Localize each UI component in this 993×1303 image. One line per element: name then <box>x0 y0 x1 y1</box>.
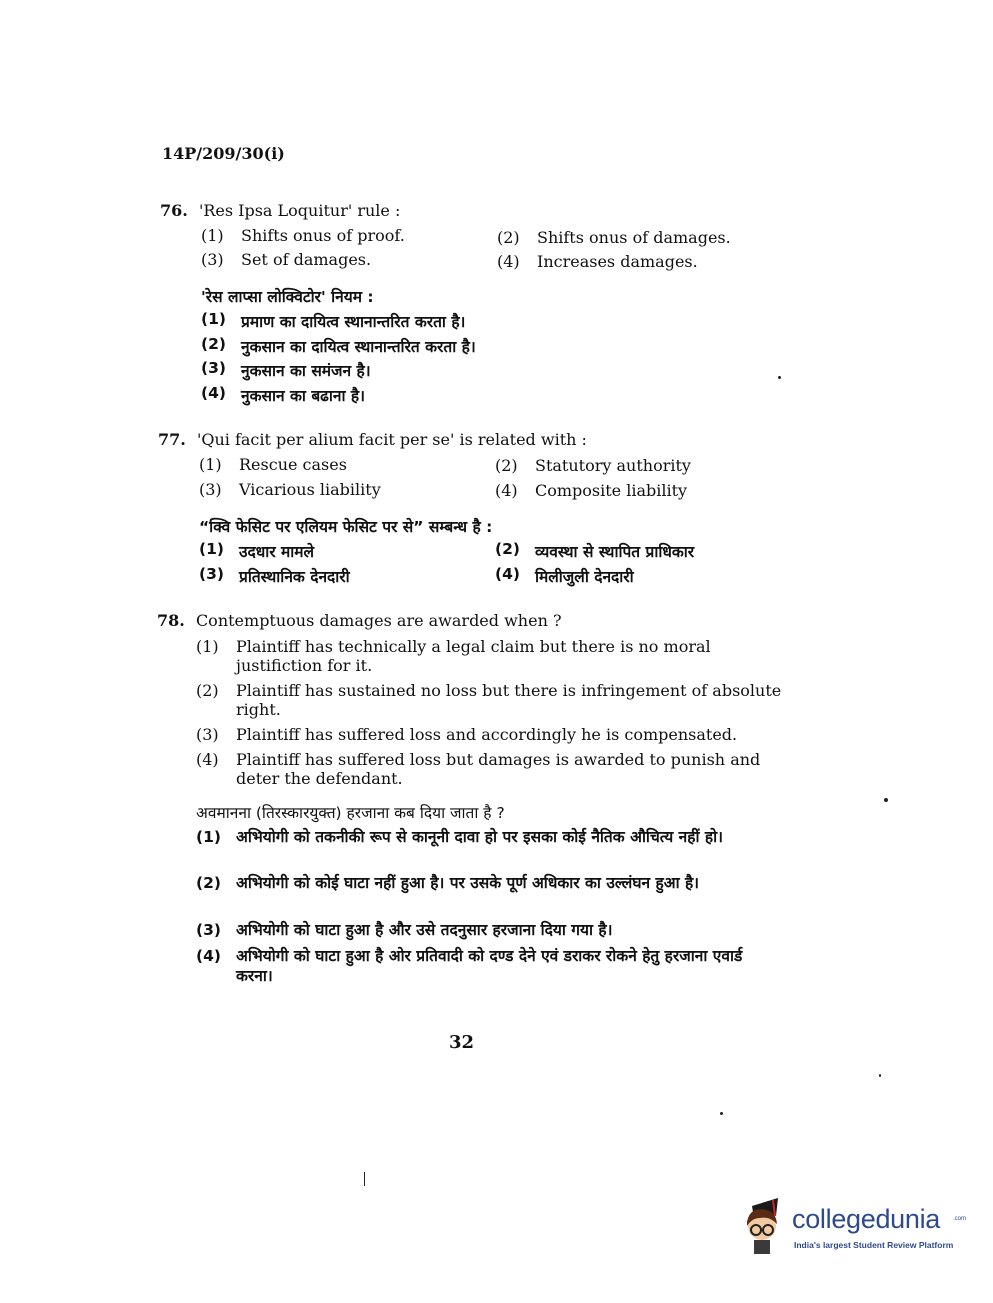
page-number: 32 <box>449 1032 475 1053</box>
q78-hindi-option-3 <box>196 920 790 940</box>
option-number: (4) <box>495 481 518 500</box>
q76-option-1 <box>201 226 405 245</box>
option-number: (3) <box>201 250 224 269</box>
q77-hindi-option-2 <box>495 540 694 562</box>
option-number: (3) <box>199 565 224 583</box>
option-text: उदधार मामले <box>239 543 315 561</box>
q78-hindi-option-4 <box>196 946 784 986</box>
q77-option-3 <box>199 480 381 499</box>
question-text: 'Res Ipsa Loquitur' rule : <box>198 201 401 220</box>
option-number: (3) <box>199 480 222 499</box>
question-number: 78. <box>157 611 185 630</box>
option-text: Shifts onus of damages. <box>537 228 731 247</box>
q78-hindi-option-2 <box>196 873 784 893</box>
option-text: नुकसान का समंजन है। <box>241 362 371 380</box>
scan-speck <box>364 1172 365 1186</box>
q76-hindi-option-4 <box>201 384 365 406</box>
question-number: 77. <box>158 430 186 449</box>
q76-hindi-text: 'रेस लाप्सा लोक्विटोर' नियम : <box>201 288 374 306</box>
logo-wordmark: collegedunia <box>792 1204 941 1234</box>
option-text: Plaintiff has sustained no loss but there is infringement of absolute right. <box>236 681 782 719</box>
option-number: (1) <box>199 455 222 474</box>
option-text: अभियोगी को घाटा हुआ है और उसे तदनुसार हरजाना दिया गया है। <box>236 921 613 939</box>
question-78-title <box>157 611 562 630</box>
q76-hindi-option-3 <box>201 359 371 381</box>
option-text: Statutory authority <box>535 456 691 475</box>
option-number: (4) <box>196 750 219 769</box>
option-text: Increases damages. <box>537 252 698 271</box>
option-text: Shifts onus of proof. <box>241 226 405 245</box>
option-number: (4) <box>497 252 520 271</box>
option-number: (3) <box>196 725 219 744</box>
option-text: Plaintiff has technically a legal claim but there is no moral justifiction for it. <box>236 637 711 675</box>
option-number: (2) <box>196 681 219 700</box>
scan-speck <box>778 376 781 379</box>
option-number: (1) <box>199 540 224 558</box>
paper-code: 14P/209/30(i) <box>162 144 285 163</box>
option-text: व्यवस्था से स्थापित प्राधिकार <box>535 543 695 561</box>
q77-option-2 <box>495 456 691 475</box>
scan-speck <box>879 1074 881 1077</box>
option-number: (1) <box>201 226 224 245</box>
q76-hindi-option-1 <box>201 310 465 332</box>
q78-hindi-option-1 <box>196 827 784 847</box>
option-text: प्रमाण का दायित्व स्थानान्तरित करता है। <box>241 313 466 331</box>
question-text: Contemptuous damages are awarded when ? <box>195 611 562 630</box>
option-number: (4) <box>495 565 520 583</box>
q77-hindi-option-4 <box>495 565 634 587</box>
option-text: मिलीजुली देनदारी <box>535 568 634 586</box>
question-76-title <box>160 201 400 220</box>
q78-option-2 <box>196 681 784 719</box>
scan-speck <box>884 798 888 802</box>
option-text: Vicarious liability <box>239 480 381 499</box>
q77-option-4 <box>495 481 687 500</box>
logo-domain-suffix: .com <box>953 1216 967 1222</box>
option-number: (2) <box>497 228 520 247</box>
option-text: नुकसान का दायित्व स्थानान्तरित करता है। <box>241 338 476 356</box>
option-text: अभियोगी को कोई घाटा नहीं हुआ है। पर उसके पूर्ण अधिकार का उल्लंघन हुआ है। <box>236 874 700 892</box>
q78-option-4 <box>196 750 784 788</box>
mascot-icon <box>732 1196 792 1258</box>
option-number: (2) <box>495 456 518 475</box>
q78-option-3 <box>196 725 784 744</box>
q76-option-4 <box>497 252 698 271</box>
q76-option-3 <box>201 250 371 269</box>
option-text: Plaintiff has suffered loss and accordingly he is compensated. <box>236 725 738 744</box>
option-text: प्रतिस्थानिक देनदारी <box>239 568 350 586</box>
logo-tagline: India's largest Student Review Platform <box>794 1240 954 1250</box>
question-text: 'Qui facit per alium facit per se' is related with : <box>196 430 587 449</box>
option-number: (3) <box>196 921 221 939</box>
option-text: अभियोगी को घाटा हुआ है ओर प्रतिवादी को दण्ड देने एवं डराकर रोकने हेतु हरजाना एवार्ड करना। <box>236 947 743 985</box>
option-number: (1) <box>201 310 226 328</box>
q77-hindi-text: “क्वि फेसिट पर एलियम फेसिट पर से” सम्बन्ध है : <box>199 518 493 536</box>
option-number: (2) <box>495 540 520 558</box>
question-77-title <box>158 430 587 449</box>
option-text: Plaintiff has suffered loss but damages is awarded to punish and deter the defendant. <box>236 750 761 788</box>
q78-option-1 <box>196 637 784 675</box>
option-number: (1) <box>196 828 221 846</box>
q78-hindi-text: अवमानना (तिरस्कारयुक्त) हरजाना कब दिया जाता है ? <box>196 804 505 822</box>
q76-option-2 <box>497 228 731 247</box>
q77-hindi-option-1 <box>199 540 314 562</box>
option-text: Composite liability <box>535 481 688 500</box>
option-text: नुकसान का बढाना है। <box>241 387 366 405</box>
option-text: अभियोगी को तकनीकी रूप से कानूनी दावा हो पर इसका कोई नैतिक औचित्य नहीं हो। <box>236 828 724 846</box>
q77-hindi-option-3 <box>199 565 350 587</box>
question-number: 76. <box>160 201 188 220</box>
option-number: (3) <box>201 359 226 377</box>
option-text: Set of damages. <box>241 250 372 269</box>
option-number: (1) <box>196 637 219 656</box>
collegedunia-logo <box>732 1196 967 1258</box>
option-number: (2) <box>201 335 226 353</box>
option-number: (4) <box>196 947 221 965</box>
q77-option-1 <box>199 455 347 474</box>
scan-speck <box>720 1112 723 1115</box>
option-number: (4) <box>201 384 226 402</box>
q76-hindi-option-2 <box>201 335 476 357</box>
option-text: Rescue cases <box>239 455 347 474</box>
option-number: (2) <box>196 874 221 892</box>
